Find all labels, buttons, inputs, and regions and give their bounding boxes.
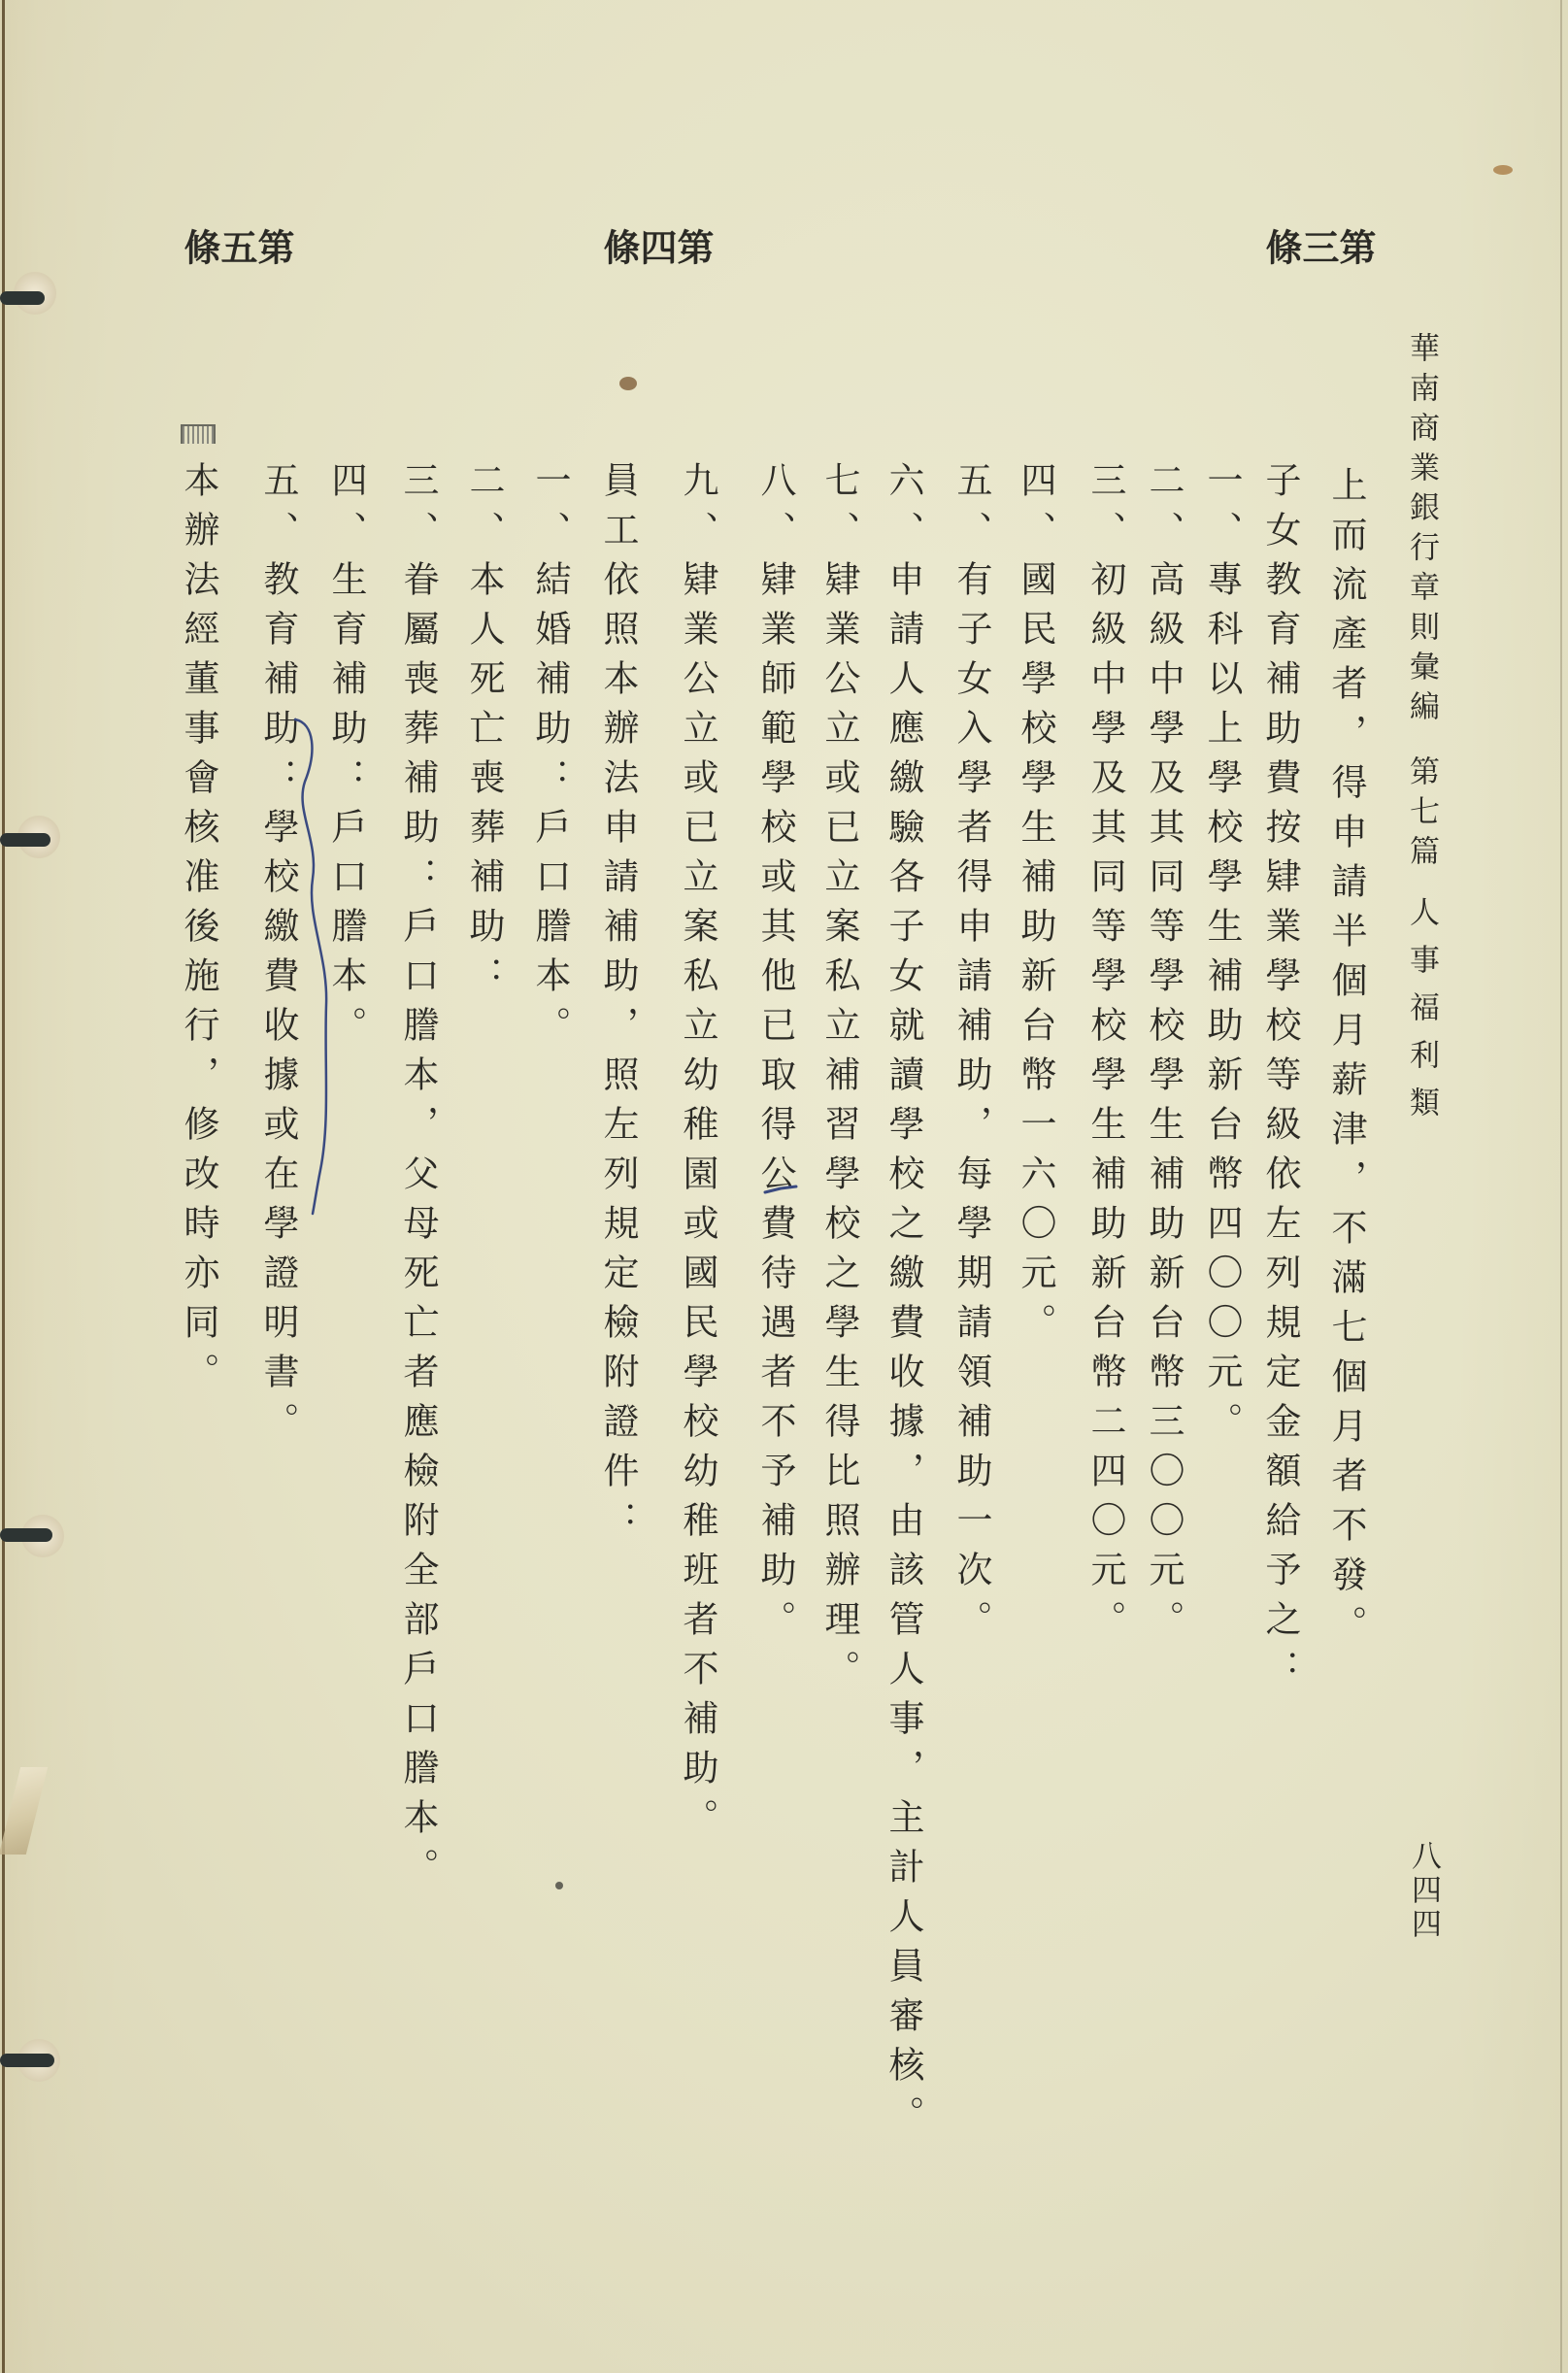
article-3-item-6: 六、申請人應繳驗各子女就讀學校之繳費收據，由該管人事，主計人員審核。 [883, 461, 924, 2145]
chapter-label: 第七篇 [1404, 755, 1439, 875]
article-4-item-1: 一、結婚補助：戶口謄本。 [529, 461, 571, 1055]
page-right-edge [1560, 0, 1562, 2373]
pen-tick-mark [763, 1183, 798, 1198]
running-header [1404, 332, 1439, 1134]
article-4-intro: 員工依照本辦法申請補助，照左列規定檢附證件： [597, 461, 639, 1551]
binding-thread [0, 1528, 52, 1542]
article-5-text: 本辦法經董事會核准後施行，修改時亦同。 [178, 461, 219, 1402]
article-3-item-8: 八、肄業師範學校或其他已取得公費待遇者不予補助。 [754, 461, 796, 1650]
binding-thread [0, 833, 50, 847]
binding-thread [0, 2054, 54, 2067]
page-number: 八四四 [1406, 1840, 1441, 1942]
article-3-item-4: 四、國民學校學生補助新台幣一六〇元。 [1015, 461, 1056, 1353]
article-3-item-5: 五、有子女入學者得申請補助，每學期請領補助一次。 [951, 461, 992, 1650]
book-title: 華南商業銀行章則彙編 [1404, 332, 1439, 730]
article-3-item-3: 三、初級中學及其同等學校學生補助新台幣二四〇元。 [1084, 461, 1126, 1650]
article-4-item-5: 五、教育補助：學校繳費收據或在學證明書。 [257, 461, 299, 1452]
paper-stain [1493, 165, 1513, 175]
paper-stain [619, 377, 637, 390]
continuation-text: 上而流產者，得申請半個月薪津，不滿七個月者不發。 [1325, 466, 1367, 1654]
paper-tear [0, 1767, 48, 1855]
binding-thread [0, 291, 45, 305]
article-4-label: 第 四 條 [597, 228, 715, 265]
article-3-item-7: 七、肄業公立或已立案私立補習學校之學生得比照辦理。 [818, 461, 860, 1699]
article-4-item-4: 四、生育補助：戶口謄本。 [325, 461, 367, 1055]
article-3-item-2: 二、高級中學及其同等學校學生補助新台幣三〇〇元。 [1143, 461, 1184, 1650]
article-3-label: 第 三 條 [1259, 228, 1377, 265]
correction-stamp [181, 424, 216, 444]
article-4-item-3: 三、眷屬喪葬補助：戶口謄本，父母死亡者應檢附全部戶口謄本。 [397, 461, 439, 1897]
article-3-item-9: 九、肄業公立或已立案私立幼稚園或國民學校幼稚班者不補助。 [677, 461, 718, 1848]
article-4-item-2: 二、本人死亡喪葬補助： [463, 461, 505, 1006]
ink-dot [555, 1882, 563, 1889]
pen-bracket-annotation [287, 714, 346, 1219]
category-label: 人事福利類 [1404, 896, 1439, 1134]
article-3-intro: 子女教育補助費按肄業學校等級依左列規定金額給予之： [1259, 461, 1301, 1699]
article-5-label: 第 五 條 [178, 228, 295, 265]
page-spine-edge [2, 0, 5, 2373]
article-3-item-1: 一、專科以上學校學生補助新台幣四〇〇元。 [1201, 461, 1243, 1452]
